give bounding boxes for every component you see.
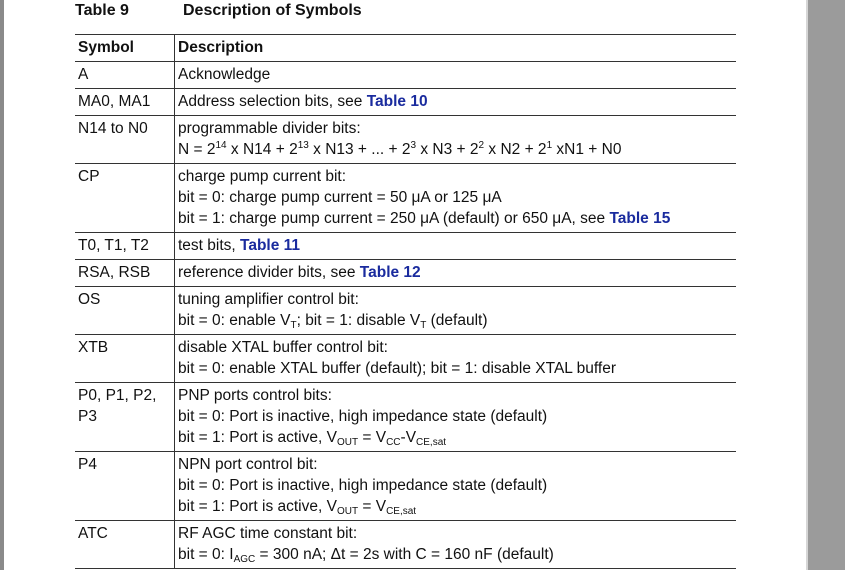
table-row [75, 116, 736, 164]
description-line: bit = 0: $I_{AGC} = 300$ nA; Δt = 2s with C = 160 nF (default) [178, 546, 554, 565]
description-line: bit = 0: charge pump current = 50 μA or 125 μA [178, 189, 502, 206]
header-row [75, 35, 736, 62]
symbol-cell: XTB [75, 335, 175, 383]
description-line: bit = 0: Port is inactive, high impedance state (default) [178, 477, 548, 494]
table-row [75, 89, 736, 116]
description-line: bit = 0: enable $V_T$; bit = 1: disable $V_T$ (default) [178, 312, 488, 331]
description-line: charge pump current bit: [178, 168, 347, 185]
viewer-background [808, 0, 845, 570]
description-line: bit = 1: Port is active, $V_{OUT} = V_{CE,sat}$ [178, 498, 417, 517]
header-description: Description [175, 35, 737, 62]
description-cell [175, 452, 737, 521]
description-line: bit = 0: Port is inactive, high impedance state (default) [178, 408, 548, 425]
table-link[interactable]: Table 11 [240, 237, 301, 254]
symbol-cell: A [75, 62, 175, 89]
symbol-cell: ATC [75, 521, 175, 569]
symbol-cell: N14 to N0 [75, 116, 175, 164]
table-row [75, 233, 736, 260]
symbol-cell: MA0, MA1 [75, 89, 175, 116]
description-line: disable XTAL buffer control bit: [178, 339, 388, 356]
description-line: bit = 1: charge pump current = 250 μA (default) or 650 μA, see Table 15 [178, 210, 671, 227]
description-cell [175, 335, 737, 383]
description-cell [175, 260, 737, 287]
description-cell [175, 233, 737, 260]
divider-formula: $N = 2^{14}$ x $N14 + 2^{13}$ x N13 + ... + $2^3$ x $N3 + 2^2$ x $N2 + 2^1$ xN1 + N0 [178, 140, 622, 158]
table-row [75, 452, 736, 521]
description-cell: Acknowledge [175, 62, 737, 89]
symbol-line: P0, P1, P2, [78, 387, 157, 404]
table-row [75, 335, 736, 383]
description-text: reference divider bits, see [178, 264, 360, 281]
symbol-cell: OS [75, 287, 175, 335]
left-border [0, 0, 4, 570]
description-cell [175, 383, 737, 452]
symbol-line: P3 [78, 408, 97, 425]
symbol-cell: P4 [75, 452, 175, 521]
table-link[interactable]: Table 10 [366, 93, 428, 110]
description-cell [175, 89, 737, 116]
table-row [75, 62, 736, 89]
symbol-cell: CP [75, 164, 175, 233]
table-row [75, 383, 736, 452]
symbol-cell: RSA, RSB [75, 260, 175, 287]
description-cell [175, 164, 737, 233]
description-line: bit = 1: Port is active, $V_{OUT} = V_{CC}-V_{CE,sat}$ [178, 429, 447, 448]
description-line: tuning amplifier control bit: [178, 291, 359, 308]
symbols-table [75, 34, 736, 569]
description-text: test bits, [178, 237, 241, 254]
table-caption [75, 2, 362, 20]
symbol-cell: T0, T1, T2 [75, 233, 175, 260]
table-row [75, 260, 736, 287]
table-row [75, 164, 736, 233]
symbol-cell [75, 383, 175, 452]
description-line: RF AGC time constant bit: [178, 525, 358, 542]
table-link[interactable]: Table 15 [609, 210, 671, 227]
description-cell [175, 521, 737, 569]
description-line: programmable divider bits: [178, 120, 361, 137]
table-row [75, 287, 736, 335]
description-line: NPN port control bit: [178, 456, 318, 473]
description-text: Address selection bits, see [178, 93, 367, 110]
table-title: Description of Symbols [183, 2, 362, 19]
table-number: Table 9 [75, 2, 129, 19]
description-cell [175, 116, 737, 164]
header-symbol: Symbol [75, 35, 175, 62]
description-line: bit = 0: enable XTAL buffer (default); bit = 1: disable XTAL buffer [178, 360, 616, 377]
description-cell [175, 287, 737, 335]
table-row [75, 521, 736, 569]
table-link[interactable]: Table 12 [359, 264, 421, 281]
description-line: PNP ports control bits: [178, 387, 332, 404]
